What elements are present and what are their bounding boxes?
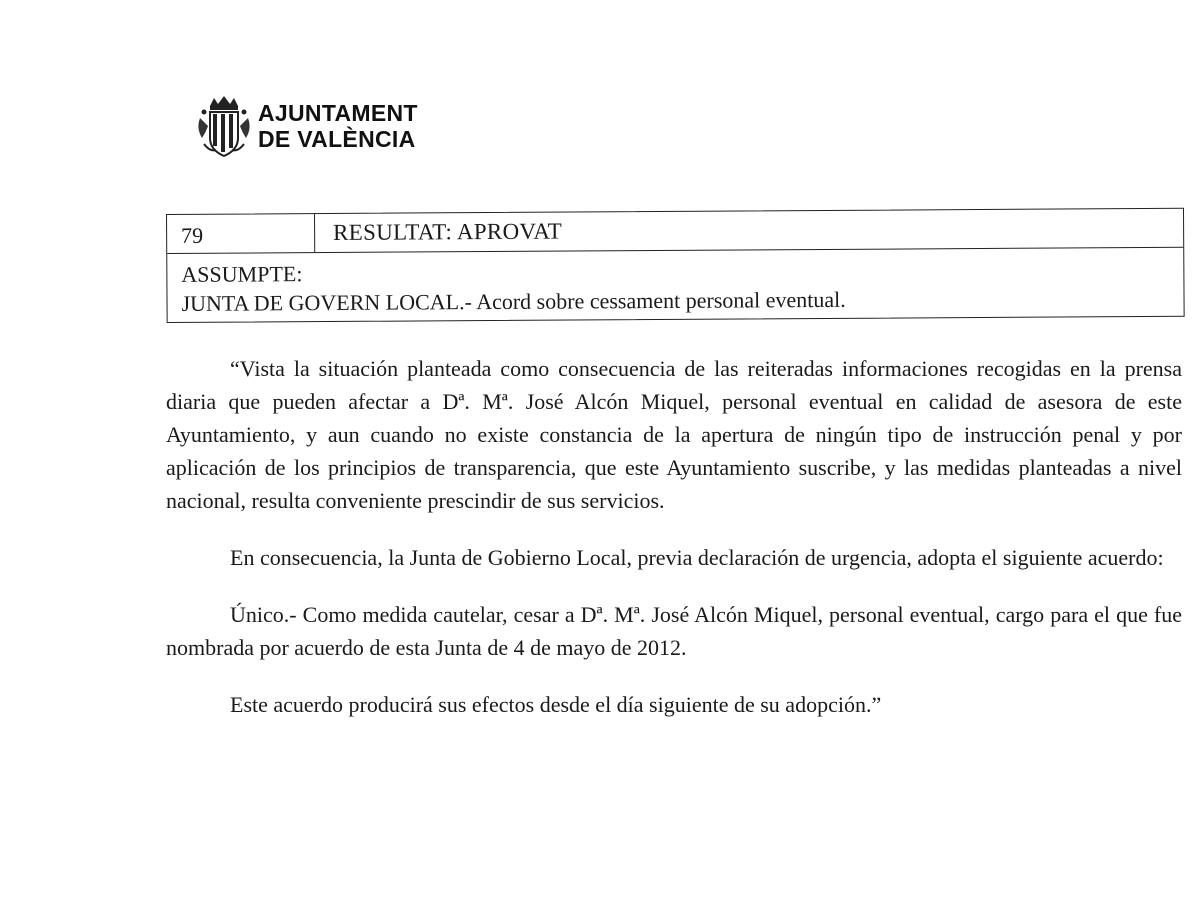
body-paragraph-1: “Vista la situación planteada como consecuencia de las reiteradas informaciones recogidas en la prensa diaria que pueden afectar a Dª. Mª. José Alcón Miquel, personal eventual en calidad de asesora de este Ayuntamiento, y aun cuando no existe constancia de la apertura de ningún tipo de instrucción penal y por aplicación de los principios de transparencia, que este Ayuntamiento suscribe, y las medidas planteadas a nivel nacional, resulta conveniente prescindir de sus servicios. bbox=[166, 356, 1182, 513]
result-table bbox=[166, 208, 1185, 323]
subject-text: JUNTA DE GOVERN LOCAL.- Acord sobre cessament personal eventual. bbox=[181, 286, 846, 316]
body-paragraph-3: Único.- Como medida cautelar, cesar a Dª. Mª. José Alcón Miquel, personal eventual, cargo para el que fue nombrada por acuerdo de esta Junta de 4 de mayo de 2012. bbox=[166, 602, 1182, 660]
organization-name-line1: AJUNTAMENT bbox=[258, 100, 418, 126]
record-subject bbox=[167, 248, 1183, 322]
body-paragraph-2: En consecuencia, la Junta de Gobierno Local, previa declaración de urgencia, adopta el siguiente acuerdo: bbox=[230, 545, 1164, 570]
result-table-header-row bbox=[167, 209, 1183, 254]
city-coat-of-arms-icon bbox=[196, 92, 252, 160]
record-number: 79 bbox=[167, 214, 315, 253]
record-result: RESULTAT: APROVAT bbox=[333, 218, 563, 245]
document-body bbox=[166, 352, 1182, 745]
header-logo bbox=[196, 92, 418, 160]
body-paragraph-4: Este acuerdo producirá sus efectos desde el día siguiente de su adopción.” bbox=[230, 692, 882, 717]
organization-name-line2: DE VALÈNCIA bbox=[258, 126, 416, 152]
subject-label: ASSUMPTE: bbox=[181, 261, 303, 287]
organization-name bbox=[258, 100, 418, 152]
